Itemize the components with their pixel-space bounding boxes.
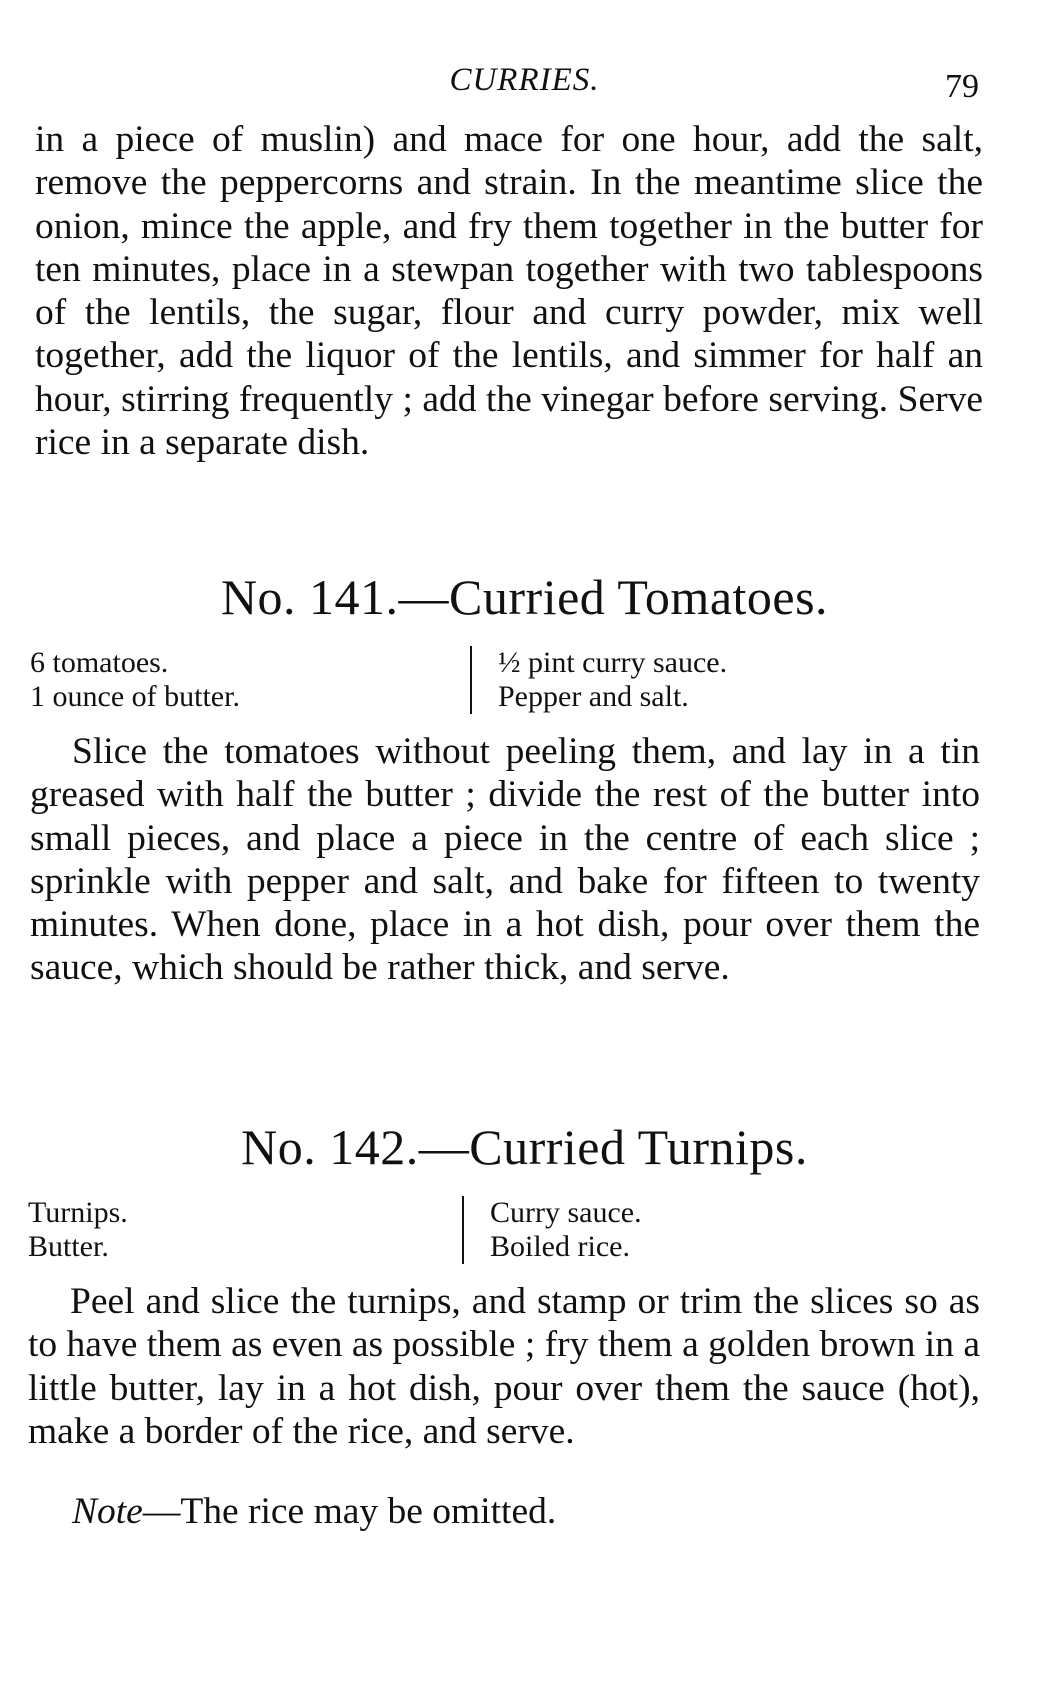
ingredient-item: Curry sauce. <box>490 1196 642 1229</box>
ingredients-left-column <box>30 646 240 714</box>
recipe-141-method: Slice the tomatoes without peeling them, and lay in a tin greased with half the butter ; divide the rest of the butter into small pieces, and place a piece in the centre of each slice ; sprinkle with pepper and salt, and bake for fifteen to twenty minutes. When done, place in a hot dish, pour over them the sauce, which should be rather thick, and serve. <box>30 731 980 989</box>
ingredient-item: Boiled rice. <box>490 1230 630 1263</box>
ingredients-left-column <box>28 1196 128 1264</box>
note-label: Note <box>72 1491 143 1532</box>
recipe-142-method: Peel and slice the turnips, and stamp or trim the slices so as to have them as even as possible ; fry them a golden brown in a little butter, lay in a hot dish, pour over them the sauce (hot), make a border of the rice, and serve. <box>28 1281 980 1452</box>
page-header <box>0 58 1049 108</box>
ingredients-right-column <box>470 646 727 714</box>
continued-paragraph: in a piece of muslin) and mace for one hour, add the salt, remove the peppercorns and strain. In the meantime slice the onion, mince the apple, and fry them together in the butter for ten minutes, place in a stewpan together with two tablespoons of the lentils, the sugar, flour and curry powder, mix well together, add the liquor of the lentils, and simmer for half an hour, stirring frequently ; add the vinegar before serving. Serve rice in a separate dish. <box>35 119 983 464</box>
ingredient-item: ½ pint curry sauce. <box>498 646 728 679</box>
ingredient-item: Butter. <box>28 1230 109 1263</box>
ingredient-item: Turnips. <box>28 1196 128 1229</box>
ingredients-right-column <box>462 1196 642 1264</box>
recipe-142-note <box>72 1490 556 1533</box>
recipe-142-title: No. 142.—Curried Turnips. <box>241 1119 808 1175</box>
running-title: CURRIES. <box>449 62 600 98</box>
page-number: 79 <box>945 68 979 105</box>
ingredient-item: Pepper and salt. <box>498 680 689 713</box>
note-text: —The rice may be omitted. <box>142 1491 557 1532</box>
ingredient-item: 6 tomatoes. <box>30 646 169 679</box>
ingredient-item: 1 ounce of butter. <box>30 680 240 713</box>
recipe-141-title: No. 141.—Curried Tomatoes. <box>220 569 829 625</box>
